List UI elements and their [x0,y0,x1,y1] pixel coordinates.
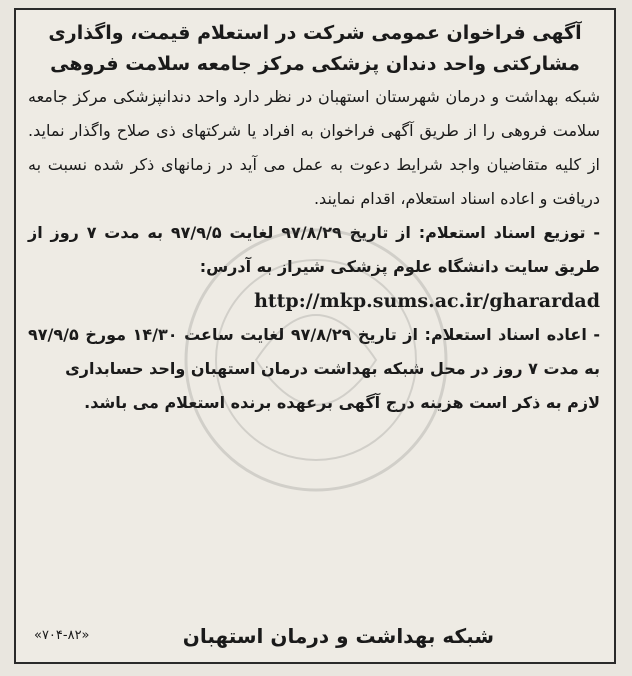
return-item: - اعاده اسناد استعلام: از تاریخ ۹۷/۸/۲۹ لغایت ساعت ۱۴/۳۰ مورخ ۹۷/۹/۵ به مدت ۷ روز در محل شبکه بهداشت درمان استهبان واحد حسابداری [28,325,601,378]
title-line-2: مشارکتی واحد دندان پزشکی مرکز جامعه سلامت فروهی [50,53,580,75]
distribution-item: - توزیع اسناد استعلام: از تاریخ ۹۷/۸/۲۹ لغایت ۹۷/۹/۵ به مدت ۷ روز از طریق سایت دانشگاه علوم پزشکی شیراز به آدرس: [28,223,601,276]
notice-title [26,18,604,80]
gharardad-link[interactable]: http://mkp.sums.ac.ir/gharardad [254,290,600,312]
issuer-signature: شبکه بهداشت و درمان استهبان [182,624,494,648]
title-line-1: آگهی فراخوان عمومی شرکت در استعلام قیمت، واگذاری [48,22,582,44]
notice-footer [16,620,614,652]
cost-note: لازم به ذکر است هزینه درج آگهی برعهده برنده استعلام می باشد. [84,393,600,412]
intro-paragraph: شبکه بهداشت و درمان شهرستان استهبان در نظر دارد واحد دندانپزشکی مرکز جامعه سلامت فروهی را از طریق آگهی فراخوان به افراد یا شرکتهای ذی صلاح واگذار نماید. از کلیه متقاضیان واجد شرایط دعوت به عمل می آید در زمانهای ذکر شده نسبت به دریافت و اعاده اسناد استعلام، اقدام نمایند. [28,87,600,208]
reference-number: «۷۰۴-۸۲» [34,628,90,643]
notice-box [14,8,616,664]
notice-body [16,80,614,284]
notice-body-continued [16,318,614,420]
